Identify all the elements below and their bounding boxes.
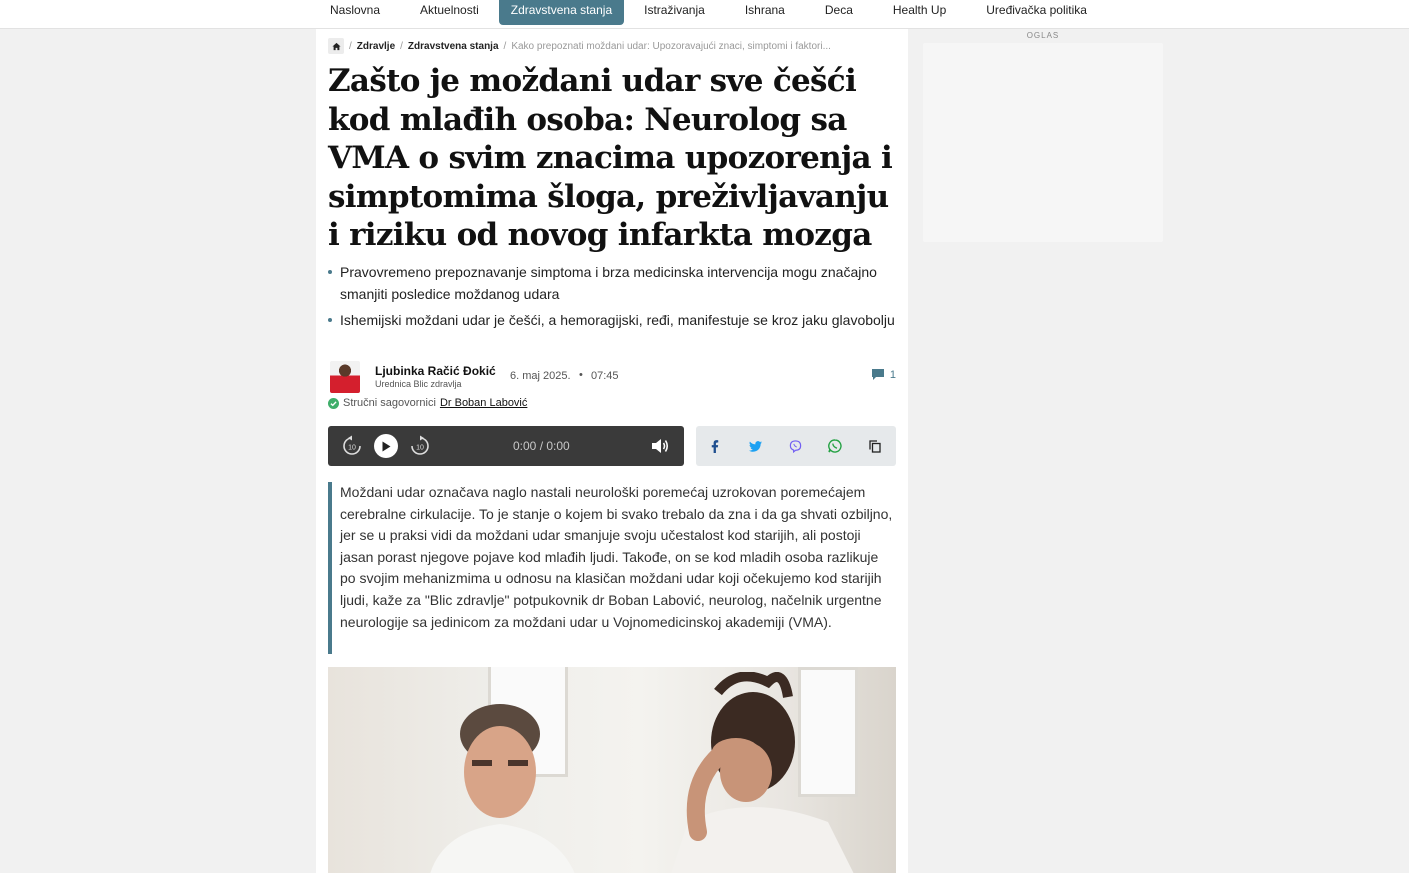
expert-row [328, 396, 527, 410]
woman-holding-head-illustration [628, 672, 858, 873]
breadcrumb-current: Kako prepoznati moždani udar: Upozoravajući znaci, simptomi i faktori... [511, 40, 831, 52]
breadcrumb-separator: / [349, 40, 352, 52]
author-row [328, 360, 896, 394]
ad-slot[interactable] [923, 43, 1163, 242]
publish-time: 07:45 [591, 370, 619, 382]
volume-icon[interactable] [650, 436, 670, 461]
forward-10-icon[interactable] [408, 434, 432, 458]
nav-item[interactable]: Ishrana [744, 3, 785, 17]
verified-check-icon [328, 398, 339, 409]
nav-item[interactable]: Aktuelnosti [420, 3, 479, 17]
nav-item[interactable]: Zdravstvena stanja [499, 0, 624, 25]
doctor-portrait-illustration [428, 692, 578, 873]
nav-item[interactable]: Health Up [892, 3, 947, 17]
forward-seconds: 10 [416, 444, 424, 452]
play-icon[interactable] [374, 434, 398, 458]
nav-item[interactable]: Uređivačka politika [986, 3, 1087, 17]
author-role: Urednica Blic zdravlja [375, 379, 462, 389]
expert-name-link[interactable]: Dr Boban Labović [439, 397, 528, 409]
intro-text: Moždani udar označava naglo nastali neurološki poremećaj uzrokovan poremećajem cerebralne cirkulacije. To je stanje o kojem bi svako trebalo da zna i da ga shvati ozbiljno, jer se u praksi vidi da moždani udar smanjuje svoju učestalost kod starijih, ali postoji jasan porast njegove pojave kod mlađih ljudi. Takođe, on se kod mladih osoba razlikuje po svojim mehanizmima u odnosu na klasičan moždani udar koji očekujemo kod starijih ljudi, kaže za "Blic zdravlje" potpukovnik dr Boban Labović, neurolog, načelnik urgentne neurologije sa jedinicom za moždani udar u Vojnomedicinskoj akademiji (VMA). [340, 484, 893, 630]
breadcrumb-link-zdravstvena-stanja[interactable]: Zdravstvena stanja [407, 40, 499, 52]
share-bar [696, 426, 896, 466]
ad-label: OGLAS [1026, 31, 1060, 40]
viber-icon[interactable] [787, 438, 803, 454]
rewind-seconds: 10 [348, 444, 356, 452]
article-intro [328, 482, 896, 654]
nav-item[interactable]: Deca [824, 3, 853, 17]
author-name[interactable]: Ljubinka Račić Đokić [375, 364, 496, 378]
author-avatar[interactable] [330, 361, 360, 393]
rewind-10-icon[interactable] [340, 434, 364, 458]
comments-count: 1 [889, 368, 896, 381]
comments-link[interactable] [871, 368, 896, 381]
lead-item: Ishemijski moždani udar je češći, a hemoragijski, ređi, manifestuje se kroz jaku glavobolju [328, 310, 900, 332]
breadcrumb [328, 38, 831, 54]
home-icon[interactable] [328, 38, 344, 54]
expert-label: Stručni sagovornici [343, 397, 436, 409]
nav-list [310, 0, 1107, 25]
audio-player [328, 426, 684, 466]
player-time: 0:00 / 0:00 [513, 439, 570, 453]
article-title: Zašto je moždani udar sve češći kod mlađih osoba: Neurolog sa VMA o svim znacima upozorenja i simptomima šloga, preživljavanju i riziku od novog infarkta mozga [328, 63, 893, 253]
publish-date: 6. maj 2025. [510, 370, 571, 382]
whatsapp-icon[interactable] [827, 438, 843, 454]
facebook-icon[interactable] [707, 438, 723, 454]
breadcrumb-link-zdravlje[interactable]: Zdravlje [356, 40, 396, 52]
hero-image[interactable] [328, 667, 896, 873]
comment-icon [871, 368, 885, 381]
nav-item[interactable]: Istraživanja [644, 3, 705, 17]
breadcrumb-separator: / [503, 40, 507, 52]
top-navigation [0, 0, 1409, 29]
article-lead-list [328, 262, 900, 337]
lead-item: Pravovremeno prepoznavanje simptoma i brza medicinska intervencija mogu značajno smanjiti posledice moždanog udara [328, 262, 900, 305]
date-separator: • [579, 369, 583, 381]
copy-icon[interactable] [867, 438, 883, 454]
nav-item[interactable]: Naslovna [330, 3, 381, 17]
twitter-icon[interactable] [747, 438, 763, 454]
breadcrumb-separator: / [400, 40, 403, 52]
